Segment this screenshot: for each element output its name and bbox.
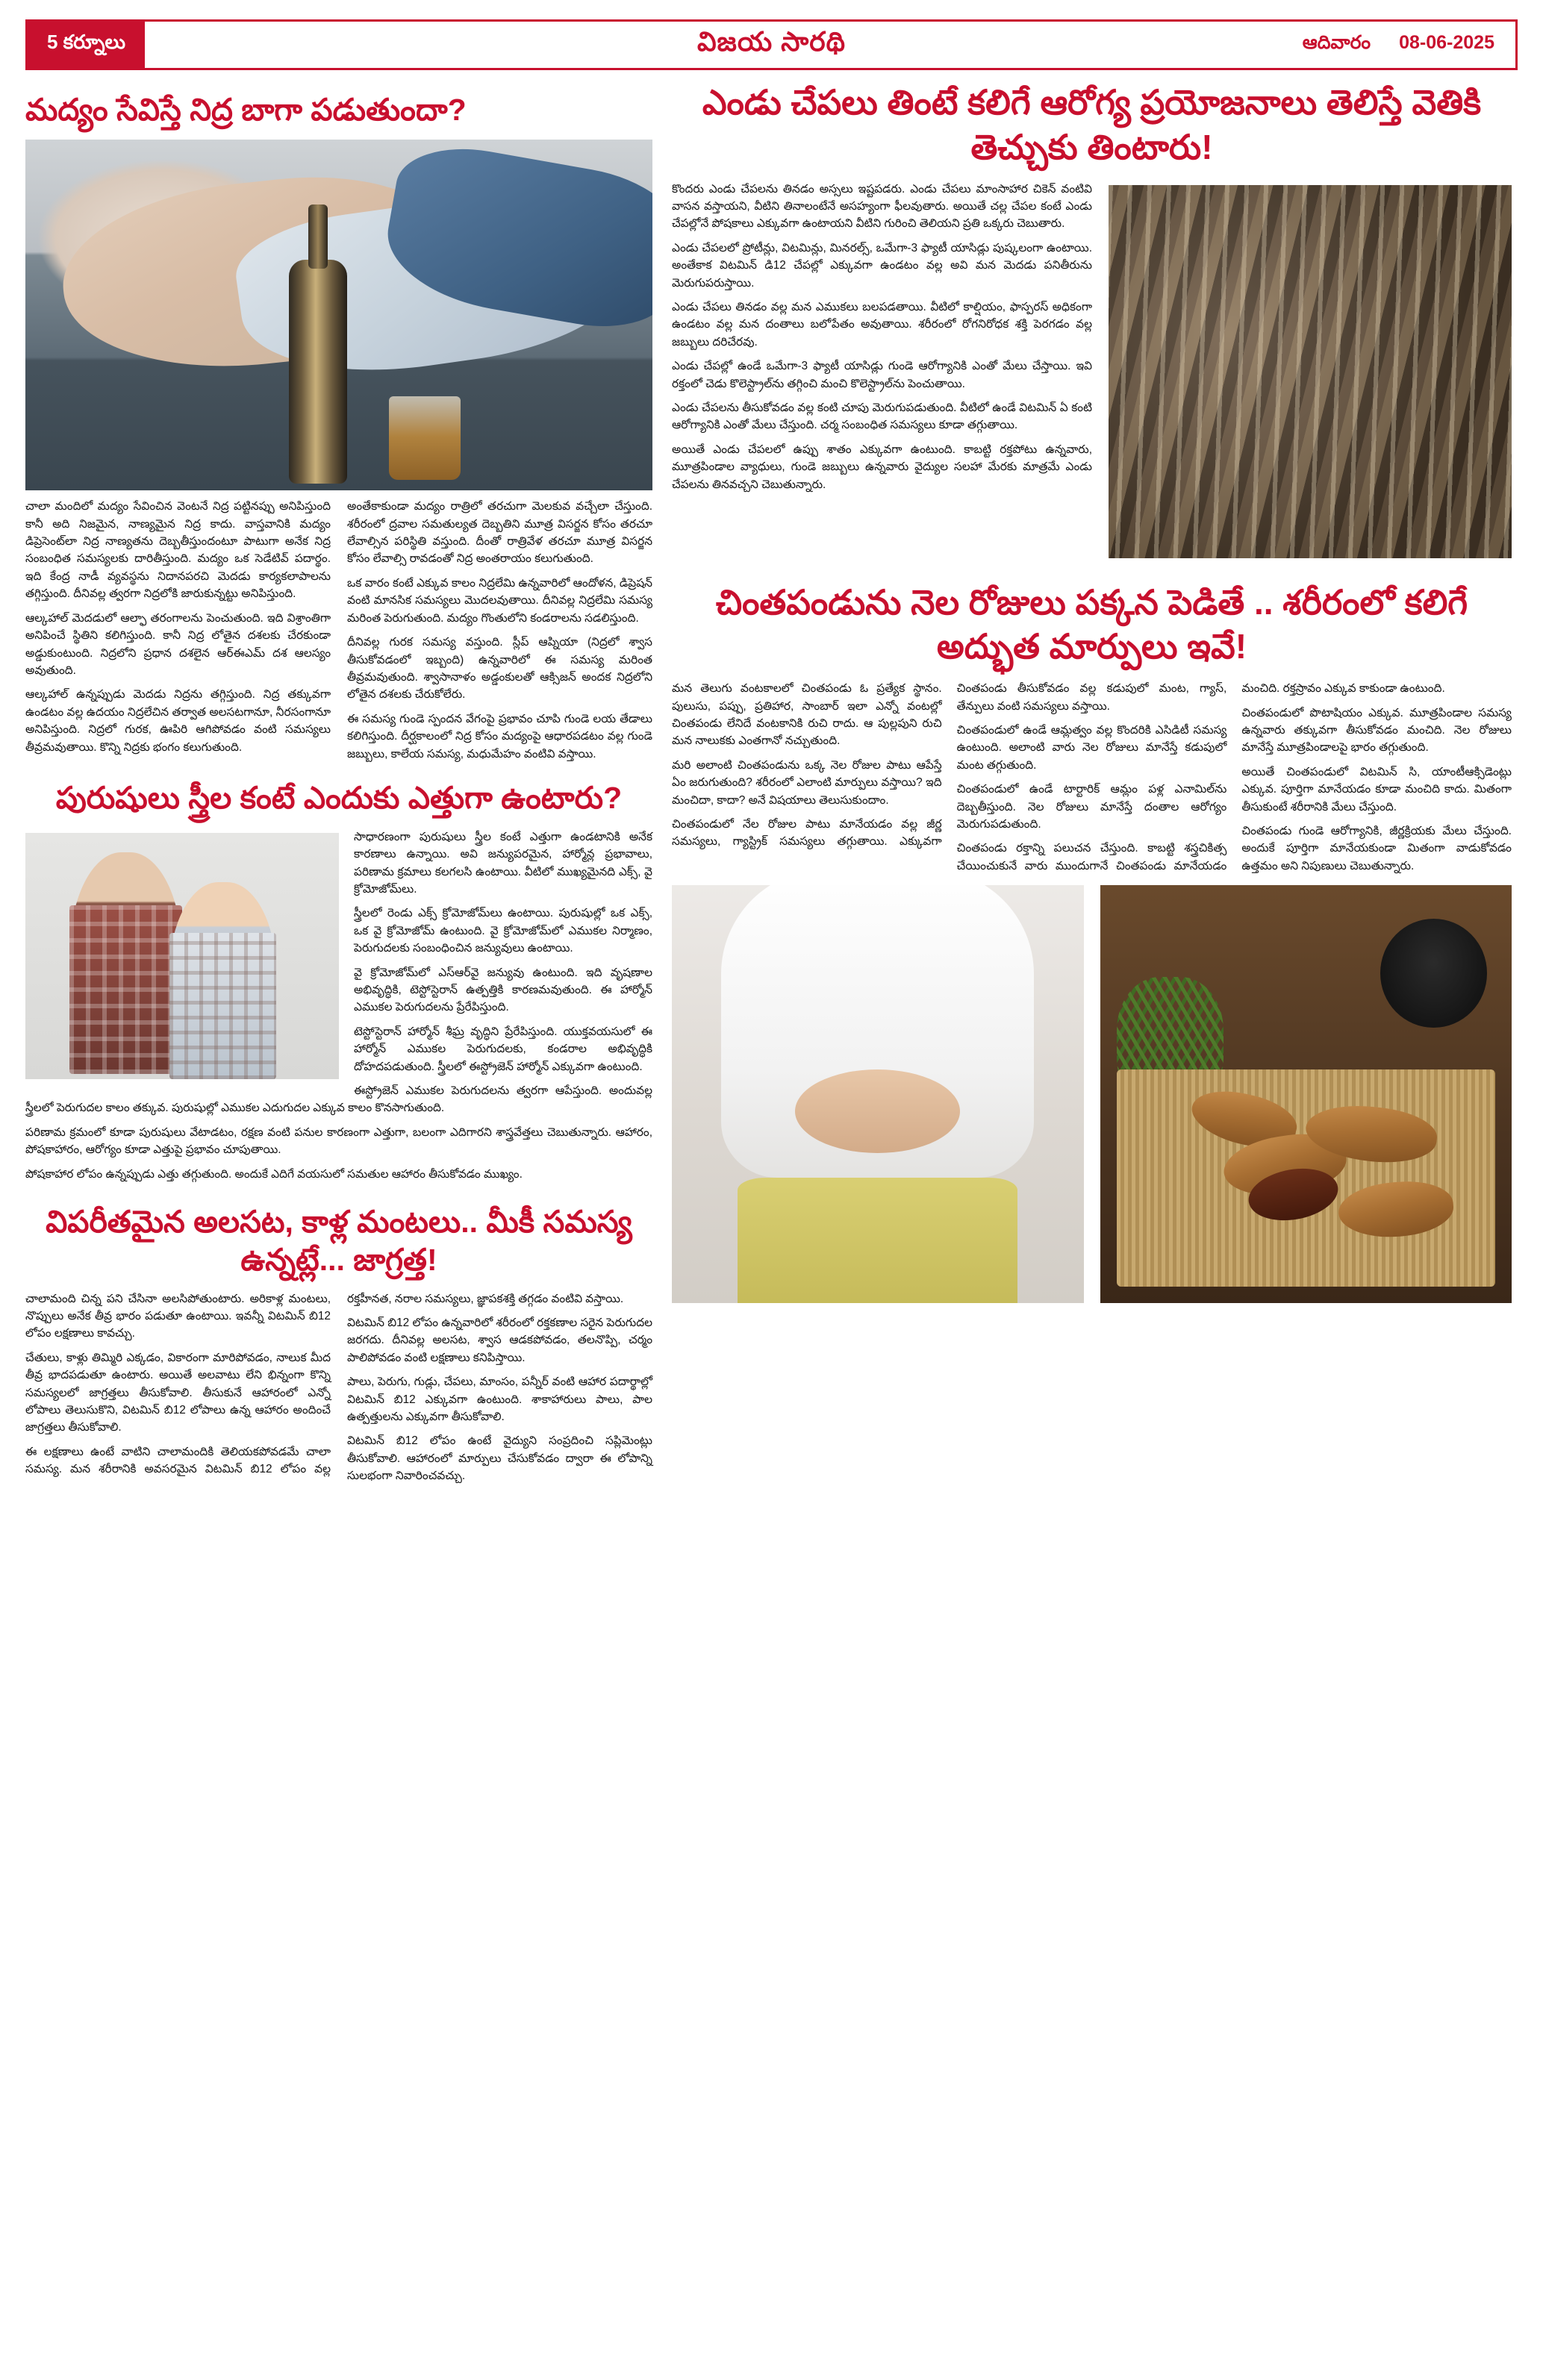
paragraph: మరి అలాంటి చింతపండును ఒక్క నెల రోజుల పాటు ఆపేస్తే ఏం జరుగుతుంది? శరీరంలో ఎలాంటి మార్పులు వస్తాయి? ఇది మంచిదా, కాదా? అనే విషయాలు తెలుసుకుందాం. xyxy=(672,758,942,807)
paragraph: టెస్టోస్టెరాన్ హార్మోన్ శీఘ్ర వృద్ధిని ప్రేరేపిస్తుంది. యుక్తవయసులో ఈ హార్మోన్ ఎముకల పెరుగుదలకు, కండరాల అభివృద్ధికి దోహదపడుతుంది. స్త్రీలలో ఈస్ట్రోజెన్ హార్మోన్ ఎక్కువగా ఉంటుంది. xyxy=(354,1025,652,1073)
dried-fish-hanging-photo xyxy=(1109,185,1512,558)
paragraph: సాధారణంగా పురుషులు స్త్రీల కంటే ఎత్తుగా ఉండటానికి అనేక కారణాలు ఉన్నాయి. అవి జన్యుపరమైన, హార్మోన్ల ప్రభావాలు, పరిణామ క్రమాలు కలగలసి ఉంటాయి. వీటిలో ముఖ్యమైనది ఎక్స్, వై క్రోమోజోమ్‌లు. xyxy=(354,830,652,896)
paragraph: ఎండు చేపలను తీసుకోవడం వల్ల కంటి చూపు మెరుగుపడుతుంది. వీటిలో ఉండే విటమిన్ ఏ కంటి ఆరోగ్యానికి ఎంతో మేలు చేస్తుంది. చర్మ సంబంధిత సమస్యలు కూడా తగ్గుతాయి. xyxy=(672,402,1092,432)
article-body xyxy=(672,680,1512,875)
paragraph: విటమిన్ బి12 లోపం ఉన్నవారిలో శరీరంలో రక్తకణాల సరైన పెరుగుదల జరగదు. దీనివల్ల అలసట, శ్వాస ఆడకపోవడం, తలనొప్పి, చర్మం పాలిపోవడం వంటి లక్షణాలు కనిపిస్తాయి. xyxy=(347,1316,652,1364)
date-label: 08-06-2025 xyxy=(1399,31,1494,53)
article-body xyxy=(25,1290,652,1485)
paragraph: ఈస్ట్రోజెన్ ఎముకల పెరుగుదలను త్వరగా ఆపేస్తుంది. అందువల్ల స్త్రీలలో పెరుగుదల కాలం తక్కువ. పురుషుల్లో ఎముకల ఎదుగుదల ఎక్కువ కాలం కొనసాగుతుంది. xyxy=(25,1084,652,1115)
paragraph: విటమిన్ బి12 లోపం ఉంటే వైద్యుని సంప్రదించి సప్లిమెంట్లు తీసుకోవాలి. ఆహారంలో మార్పులు చేసుకోవడం ద్వారా ఈ లోపాన్ని సులభంగా నివారించవచ్చు. xyxy=(347,1434,652,1483)
article-dried-fish xyxy=(672,81,1512,567)
paragraph: అయితే చింతపండులో విటమిన్ సి, యాంటీఆక్సిడెంట్లు ఎక్కువ. పూర్తిగా మానేయడం కూడా మంచిది కాదు. మితంగా తీసుకుంటే శరీరానికి మేలు చేస్తుంది. xyxy=(1241,765,1512,813)
paragraph: చింతపండులో ఉండే ఆమ్లత్వం వల్ల కొందరికి ఎసిడిటీ సమస్య ఉంటుంది. అలాంటి వారు నెల రోజులు మానేస్తే కడుపులో మంట తగ్గుతుంది. xyxy=(956,724,1227,772)
couple-man-woman-height-comparison-photo xyxy=(25,833,339,1079)
masthead xyxy=(25,19,1518,70)
masthead-date-block xyxy=(1303,32,1515,58)
paragraph: ఒక వారం కంటే ఎక్కువ కాలం నిద్రలేమి ఉన్నవారిలో ఆందోళన, డిప్రెషన్ వంటి మానసిక సమస్యలు మొదలవుతాయి. దీనివల్ల నిద్రలేమి సమస్య మరింత పెరుగుతుంది. మద్యం గొంతులోని కండరాలను సడలిస్తుంది. xyxy=(347,576,652,625)
tamarind-image-row xyxy=(672,885,1512,1303)
day-label: ఆదివారం xyxy=(1302,31,1371,53)
article-headline: పురుషులు స్త్రీల కంటే ఎందుకు ఎత్తుగా ఉంటారు? xyxy=(55,781,623,816)
woman-holding-stomach-photo xyxy=(672,885,1084,1303)
page-edition-label: 5 కర్నూలు xyxy=(28,22,145,68)
article-body xyxy=(25,828,652,1190)
paragraph: కొందరు ఎండు చేపలను తినడం అస్సలు ఇష్టపడరు. ఎండు చేపలు మాంసాహార చికెన్ వంటివి వాసన వస్తాయని, వీటిని తినాలంటేనే అసహ్యంగా ఫీలవుతారు. అయితే చల్ల చేపల కంటే ఎండు చేపల్లోనే పోషకాలు ఎక్కువగా ఉంటాయని వీటిని గురించి తెలియని ప్రతి ఒక్కరు చెబుతారు. xyxy=(672,182,1092,231)
article-headline: ఎండు చేపలు తింటే కలిగే ఆరోగ్య ప్రయోజనాలు తెలిస్తే వెతికి తెచ్చుకు తింటారు! xyxy=(702,83,1482,166)
paragraph: చింతపండులో పొటాషియం ఎక్కువ. మూత్రపిండాల సమస్య ఉన్నవారు తక్కువగా తీసుకోవడం మంచిది. నెల రోజులు మానేస్తే మూత్రపిండాలపై భారం తగ్గుతుంది. xyxy=(1241,706,1512,755)
paragraph: ఈ సమస్య గుండె స్పందన వేగంపై ప్రభావం చూపి గుండె లయ తేడాలు కలిగిస్తుంది. దీర్ఘకాలంలో నిద్ర కోసం మద్యంపై ఆధారపడటం వల్ల గుండె జబ్బులు, కాలేయ సమస్య, మధుమేహం వంటివి వస్తాయి. xyxy=(347,712,652,760)
paragraph: ఎండు చేపల్లో ఉండే ఒమేగా-3 ఫ్యాటీ యాసిడ్లు గుండె ఆరోగ్యానికి ఎంతో మేలు చేస్తాయి. ఇవి రక్తంలో చెడు కొలెస్ట్రాల్‌ను తగ్గించి మంచి కొలెస్ట్రాల్‌ను పెంచుతాయి. xyxy=(672,360,1092,390)
article-tamarind xyxy=(672,581,1512,1304)
article-alcohol-sleep xyxy=(25,91,652,766)
article-headline: విపరీతమైన అలసట, కాళ్ల మంటలు.. మీకీ సమస్య ఉన్నట్లే... జాగ్రత్త! xyxy=(46,1205,632,1278)
paragraph: చింతపండులో నేల రోజుల పాటు మానేయడం వల్ల జీర్ణ సమస్యలు, గ్యాస్ట్రిక్ సమస్యలు తగ్గుతాయి. ఎక్కువగా చింతపండు తీసుకోవడం వల్ల కడుపులో మంట, గ్యాస్, తేన్పులు వంటి సమస్యలు వస్తాయి. xyxy=(672,682,1227,849)
article-body xyxy=(672,181,1512,567)
paragraph: స్త్రీలలో రెండు ఎక్స్ క్రోమోజోమ్‌లు ఉంటాయి. పురుషుల్లో ఒక ఎక్స్, ఒక వై క్రోమోజోమ్ ఉంటుంది. వై క్రోమోజోమ్‌లో ఎముకల నిర్మాణం, పెరుగుదలకు సంబంధించిన జన్యువులు ఉంటాయి. xyxy=(354,907,652,955)
article-body xyxy=(25,498,652,766)
paragraph: ఈ లక్షణాలు ఉంటే వాటిని చాలామందికి తెలియకపోవడమే చాలా సమస్య. మన శరీరానికి అవసరమైన విటమిన్ బి12 లోపం వల్ల రక్తహీనత, నరాల సమస్యలు, జ్ఞాపకశక్తి తగ్గడం వంటివి వస్తాయి. xyxy=(25,1292,624,1476)
sleeping-man-with-liquor-bottle-photo xyxy=(25,140,652,490)
paragraph: ఎండు చేపలు తినడం వల్ల మన ఎముకలు బలపడతాయి. వీటిలో కాల్షియం, ఫాస్పరస్ అధికంగా ఉండటం వల్ల మన దంతాలు బలోపేతం అవుతాయి. శరీరంలో రోగనిరోధక శక్తి పెరగడం వల్ల జబ్బులు దరిచేరవు. xyxy=(672,301,1092,349)
paragraph: ఎండు చేపలలో ప్రోటీన్లు, విటమిన్లు, మినరల్స్, ఒమేగా-3 ఫ్యాటీ యాసిడ్లు పుష్కలంగా ఉంటాయి. అంతేకాక విటమిన్ డి12 చేపల్లో ఎక్కువగా ఉండటం వల్ల అవి మన మెదడు పనితీరును మెరుగుపరుస్తాయి. xyxy=(672,241,1092,290)
paragraph: చాలామంది చిన్న పని చేసినా అలసిపోతుంటారు. అరికాళ్ల మంటలు, నొప్పులు అనేక తీవ్ర భారం పడుతూ ఉంటాయి. ఇవన్నీ విటమిన్ బి12 లోపం లక్షణాలు కావచ్చు. xyxy=(25,1292,331,1340)
paragraph: పరిణామ క్రమంలో కూడా పురుషులు వేటాడటం, రక్షణ వంటి పనుల కారణంగా ఎత్తుగా, బలంగా ఎదిగారని శాస్త్రవేత్తలు చెబుతున్నారు. ఆహారం, పోషకాహారం, ఆరోగ్యం కూడా ఎత్తుపై ప్రభావం చూపుతాయి. xyxy=(25,1125,652,1157)
left-column xyxy=(25,78,652,1485)
paragraph: దీనివల్ల గురక సమస్య వస్తుంది. స్లీప్ ఆప్నియా (నిద్రలో శ్వాస తీసుకోవడంలో ఇబ్బంది) ఉన్నవారిలో ఈ సమస్య మరింత తీవ్రమవుతుంది. శ్వాసానాళం అడ్డంకులతో ఆక్సిజన్ అందక నిద్రలోని లోతైన దశలకు చేరుకోలేరు. xyxy=(347,636,652,702)
paragraph: చేతులు, కాళ్లు తిమ్మిరి ఎక్కడం, వికారంగా మారిపోవడం, నాలుక మీద తీవ్ర భాదపడుతూ ఉంటారు. అయితే అలవాటు లేని భిన్నంగా కొన్ని సమస్యలలో జాగ్రత్తలు తీసుకోవాలి. తీసుకునే ఆహారంలో ఎన్నో లోపాలు తెలుసుకొని, విటమిన్ బి12 లోపాలు ఉన్న ఆహారం అందించే జాగ్రత్తలు తీసుకోవాలి. xyxy=(25,1351,331,1434)
paragraph: చింతపండు గుండె ఆరోగ్యానికి, జీర్ణక్రియకు మేలు చేస్తుంది. అందుకే పూర్తిగా మానేయకుండా మితంగా వాడుకోవడం ఉత్తమం అని నిపుణులు చెబుతున్నారు. xyxy=(1241,825,1512,872)
paragraph: ఆల్కహాల్ మెదడులో ఆల్ఫా తరంగాలను పెంచుతుంది. ఇది విశ్రాంతిగా అనిపించే స్థితిని కలిగిస్తుంది. కానీ నిద్ర లోతైన దశలకు చేరకుండా అడ్డుకుంటుంది. నిద్రలోని ప్రధాన దశలైన ఆర్ఈఎమ్ దశ ఆలస్యం అవుతుంది. xyxy=(25,611,331,677)
paragraph: వై క్రోమోజోమ్‌లో ఎస్ఆర్‌వై జన్యువు ఉంటుంది. ఇది వృషణాల అభివృద్ధికి, టెస్టోస్టెరాన్ ఉత్పత్తికి కారణమవుతుంది. ఈ హార్మోన్ ఎముకల పెరుగుదలను ప్రేరేపిస్తుంది. xyxy=(354,966,652,1014)
paragraph: చాలా మందిలో మద్యం సేవించిన వెంటనే నిద్ర పట్టినప్పు అనిపిస్తుంది కానీ అది నిజమైన, నాణ్యమైన నిద్ర కాదు. వాస్తవానికి మద్యం డిప్రెసెంట్‌లా నిద్ర నాణ్యతను దెబ్బతీస్తుందంటూ పాటుగా అనేక నిద్ర సంబంధిత సమస్యలకు దారితీస్తుంది. మద్యం ఒక సెడేటివ్ పదార్థం. ఇది కేంద్ర నాడీ వ్యవస్థను నిదానపరచి మెదడు కార్యకలాపాలను తగ్గిస్తుంది. దీనివల్ల త్వరగా నిద్రలోకి జారుకున్నట్టు అనిపిస్తుంది. xyxy=(25,500,331,601)
tamarind-pods-on-mat-photo xyxy=(1100,885,1512,1303)
page-content xyxy=(25,78,1518,1485)
paragraph: మన తెలుగు వంటకాలలో చింతపండు ఓ ప్రత్యేక స్థానం. పులుసు, పప్పు, ప్రతిహార, సాంబార్ ఇలా ఎన్నో వంటల్లో చింతపండు లేనిదే వంటకానికి రుచి రాదు. ఆ పుల్లపుని రుచి మన నాలుకకు ఎంతగానో నచ్చుతుంది. xyxy=(672,682,942,748)
paragraph: పాలు, పెరుగు, గుడ్లు, చేపలు, మాంసం, పన్నీర్ వంటి ఆహార పదార్థాల్లో విటమిన్ బి12 ఎక్కువగా ఉంటుంది. శాకాహారులు పాలు, పాల ఉత్పత్తులను ఎక్కువగా తీసుకోవాలి. xyxy=(347,1375,652,1423)
article-headline: చింతపండును నెల రోజులు పక్కన పెడితే .. శరీరంలో కలిగే అద్భుత మార్పులు ఇవే! xyxy=(715,582,1468,666)
paragraph: అయితే ఎండు చేపలలో ఉప్పు శాతం ఎక్కువగా ఉంటుంది. కాబట్టి రక్తపోటు ఉన్నవారు, మూత్రపిండాల వ్యాధులు, గుండె జబ్బులు ఉన్నవారు వైద్యుల సలహా మేరకు మాత్రమే ఎండు చేపలను తినవచ్చని చెబుతున్నారు. xyxy=(672,443,1092,491)
paragraph: ఆల్కహాల్ ఉన్నప్పుడు మెదడు నిద్రను తగ్గిస్తుంది. నిద్ర తక్కువగా ఉండటం వల్ల ఉదయం నిద్రలేచిన తర్వాత అలసటగానూ, నీరసంగానూ అనిపిస్తుంది. నిద్రలో గురక, ఊపిరి ఆగిపోవడం వంటి సమస్యలు తీవ్రమవుతాయి. కొన్ని నిద్రకు భంగం కలుగుతుంది. xyxy=(25,688,331,754)
paragraph: చింతపండు రక్తాన్ని పలుచన చేస్తుంది. కాబట్టి శస్త్రచికిత్స చేయించుకునే వారు ముందుగానే చింతపండు మానేయడం మంచిది. రక్తస్రావం ఎక్కువ కాకుండా ఉంటుంది. xyxy=(956,682,1445,872)
right-column xyxy=(672,78,1512,1485)
article-fatigue-legs xyxy=(25,1203,652,1485)
paragraph: అంతేకాకుండా మద్యం రాత్రిలో తరచుగా మెలకువ వచ్చేలా చేస్తుంది. శరీరంలో ద్రవాల సమతుల్యత దెబ్బతిని మూత్ర విసర్జన కోసం తరచూ లేవాల్సిన పరిస్థితి వస్తుంది. దీంతో రాత్రివేళ తరచూ మూత్ర విసర్జన కోసం లేవాల్సి రావడంతో నిద్ర అంతరాయం కలుగుతుంది. xyxy=(347,500,652,566)
paragraph: చింతపండులో ఉండే టార్టారిక్ ఆమ్లం పళ్ల ఎనామిల్‌ను దెబ్బతీస్తుంది. నెల రోజులు మానేస్తే దంతాల ఆరోగ్యం మెరుగుపడుతుంది. xyxy=(956,783,1227,831)
paragraph: పోషకాహార లోపం ఉన్నప్పుడు ఎత్తు తగ్గుతుంది. అందుకే ఎదిగే వయసులో సమతుల ఆహారం తీసుకోవడం ముఖ్యం. xyxy=(25,1167,523,1181)
newspaper-title: విజయ సారథి xyxy=(696,25,847,57)
article-headline: మద్యం సేవిస్తే నిద్ర బాగా పడుతుందా? xyxy=(25,93,467,127)
article-men-height xyxy=(25,779,652,1190)
